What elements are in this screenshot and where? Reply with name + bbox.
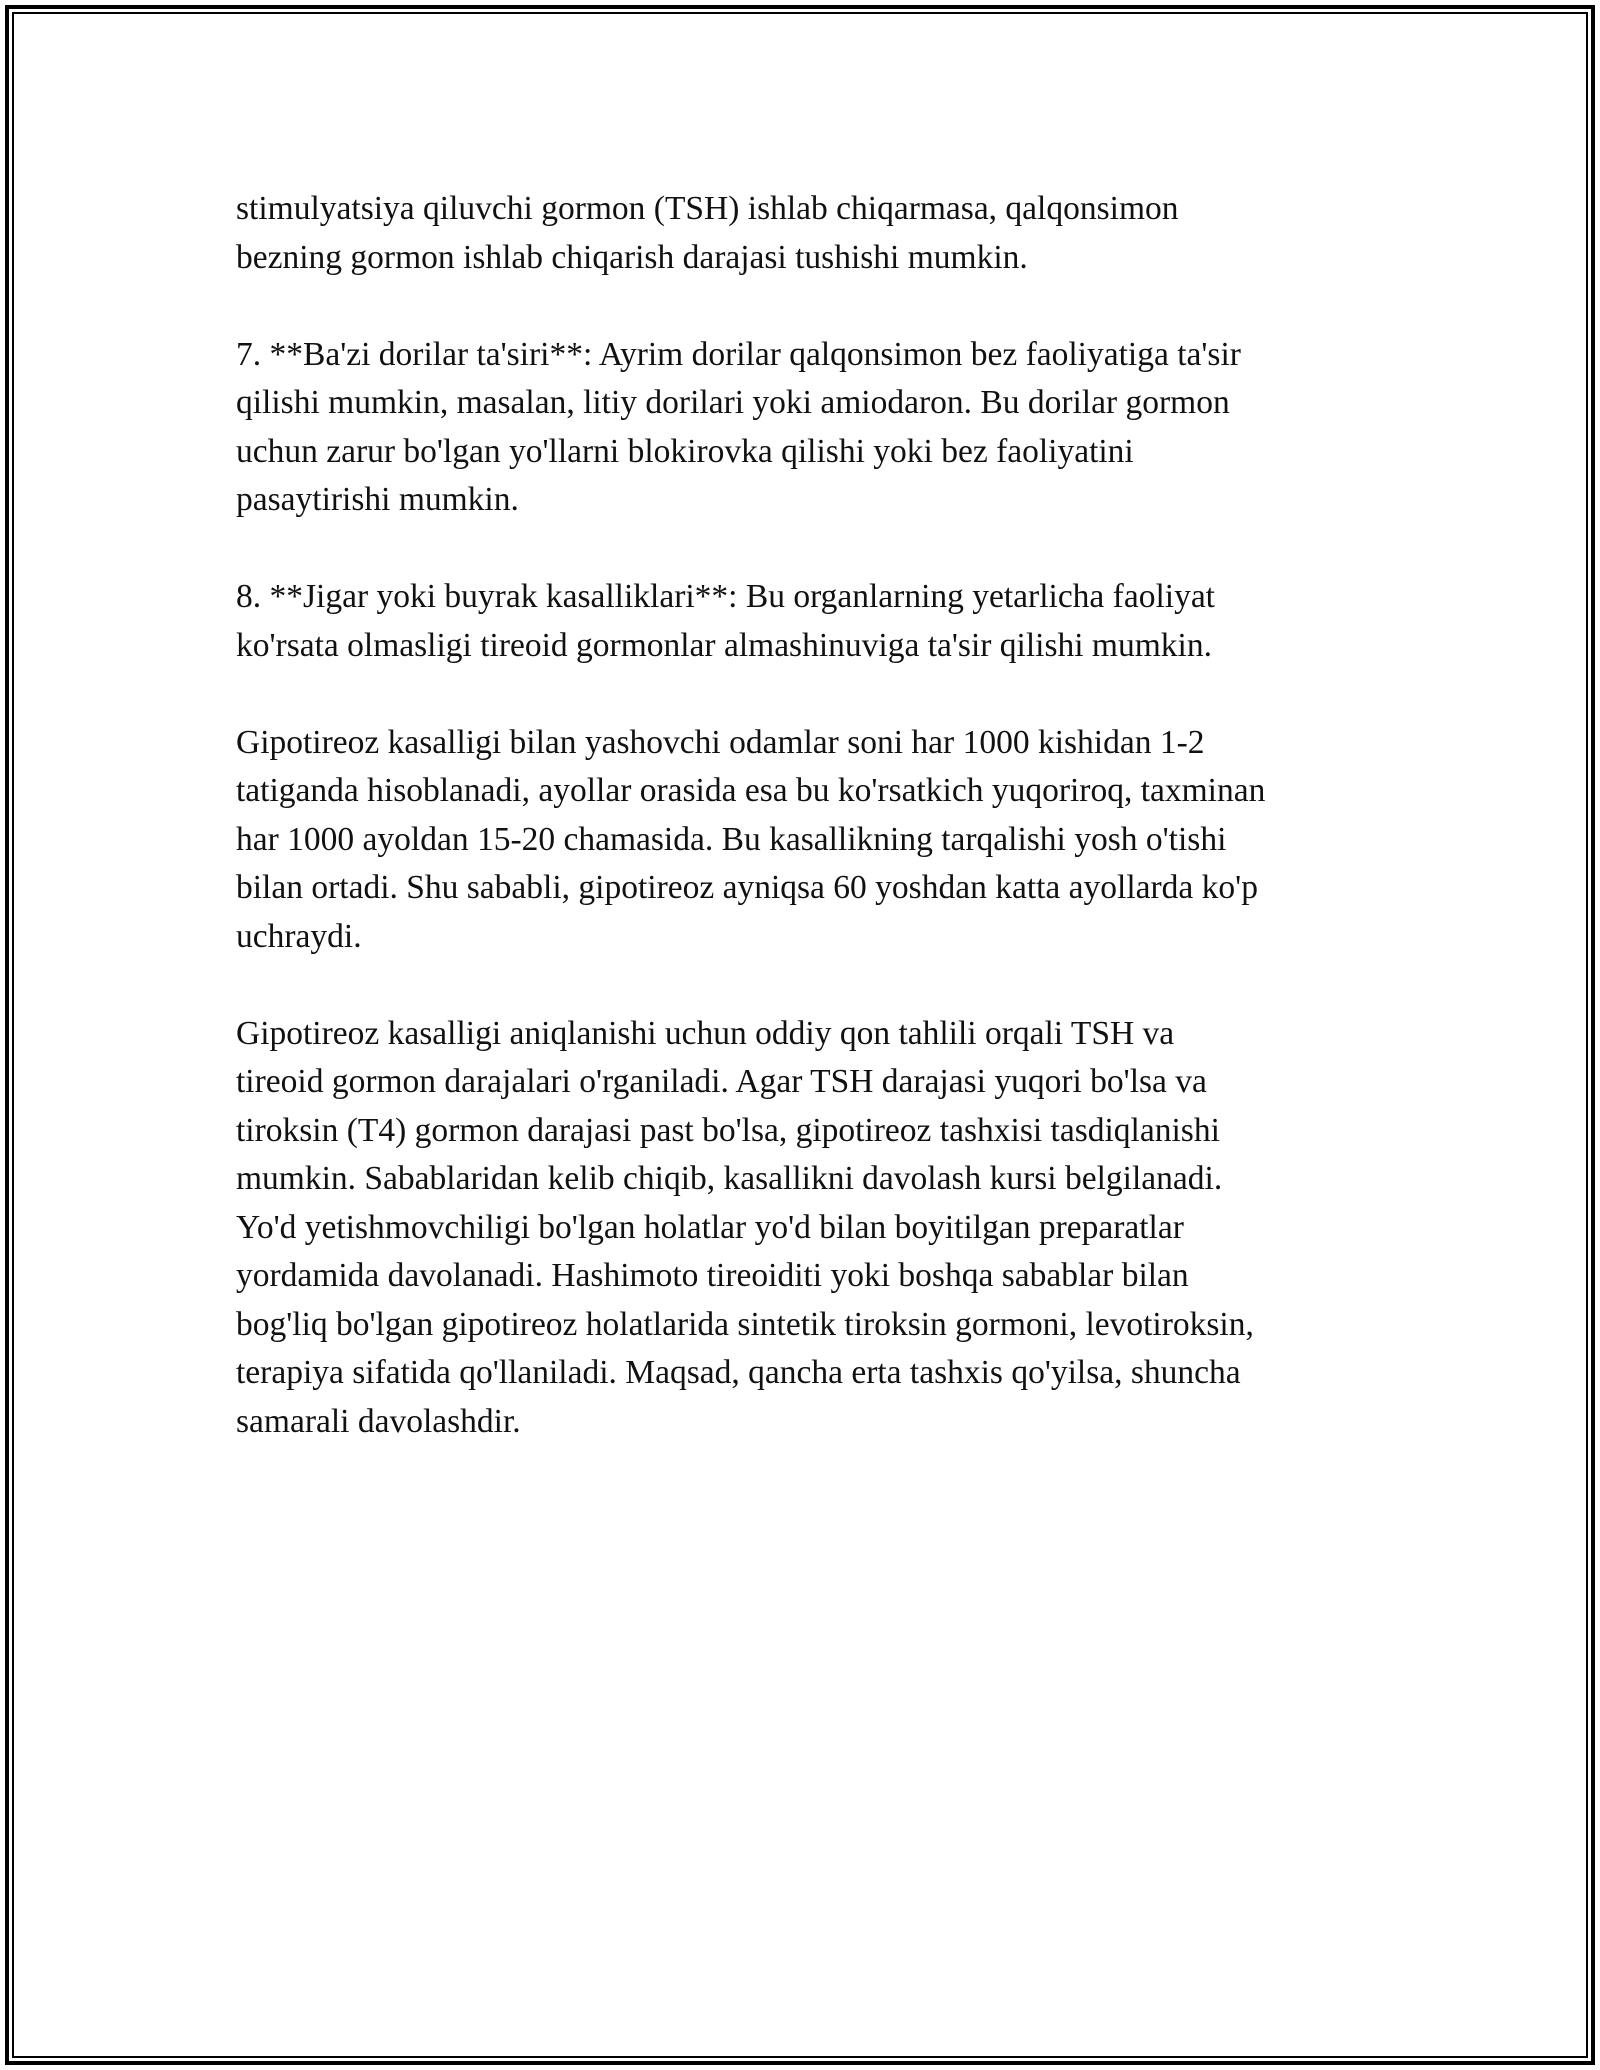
paragraph-diagnosis-treatment: Gipotireoz kasalligi aniqlanishi uchun oddiy qon tahlili orqali TSH va tireoid gormon darajalari o'rganiladi. Agar TSH darajasi yuqori bo'lsa va tiroksin (T4) gormon darajasi past bo'lsa, gipotireoz tashxisi tasdiqlanishi mumkin. Sabablaridan kelib chiqib, kasallikni davolash kursi belgilanadi. Yo'd yetishmovchiligi bo'lgan holatlar yo'd bilan boyitilgan preparatlar yordamida davolanadi. Hashimoto tireoiditi yoki boshqa sabablar bilan bog'liq bo'lgan gipotireoz holatlarida sintetik tiroksin gormoni, levotiroksin, terapiya sifatida qo'llaniladi. Maqsad, qancha erta tashxis qo'yilsa, shuncha samarali davolashdir. <box>236 1014 1254 1440</box>
paragraph-item-7-medications: 7. **Ba'zi dorilar ta'siri**: Ayrim dorilar qalqonsimon bez faoliyatiga ta'sir qilishi mumkin, masalan, litiy dorilari yoki amiodaron. Bu dorilar gormon uchun zarur bo'lgan yo'llarni blokirovka qilishi yoki bez faoliyatini pasaytirishi mumkin. <box>236 335 1241 518</box>
paragraph-tsh-continuation: stimulyatsiya qiluvchi gormon (TSH) ishlab chiqarmasa, qalqonsimon bezning gormon ishlab chiqarish darajasi tushishi mumkin. <box>236 190 1179 276</box>
paragraph-item-8-liver-kidney: 8. **Jigar yoki buyrak kasalliklari**: Bu organlarning yetarlicha faoliyat ko'rsata olmasligi tireoid gormonlar almashinuviga ta'sir qilishi mumkin. <box>236 578 1215 664</box>
document-body <box>236 185 1386 1495</box>
paragraph-prevalence: Gipotireoz kasalligi bilan yashovchi odamlar soni har 1000 kishidan 1-2 tatiganda hisoblanadi, ayollar orasida esa bu ko'rsatkich yuqoriroq, taxminan har 1000 ayoldan 15-20 chamasida. Bu kasallikning tarqalishi yosh o'tishi bilan ortadi. Shu sababli, gipotireoz ayniqsa 60 yoshdan katta ayollarda ko'p uchraydi. <box>236 723 1266 955</box>
